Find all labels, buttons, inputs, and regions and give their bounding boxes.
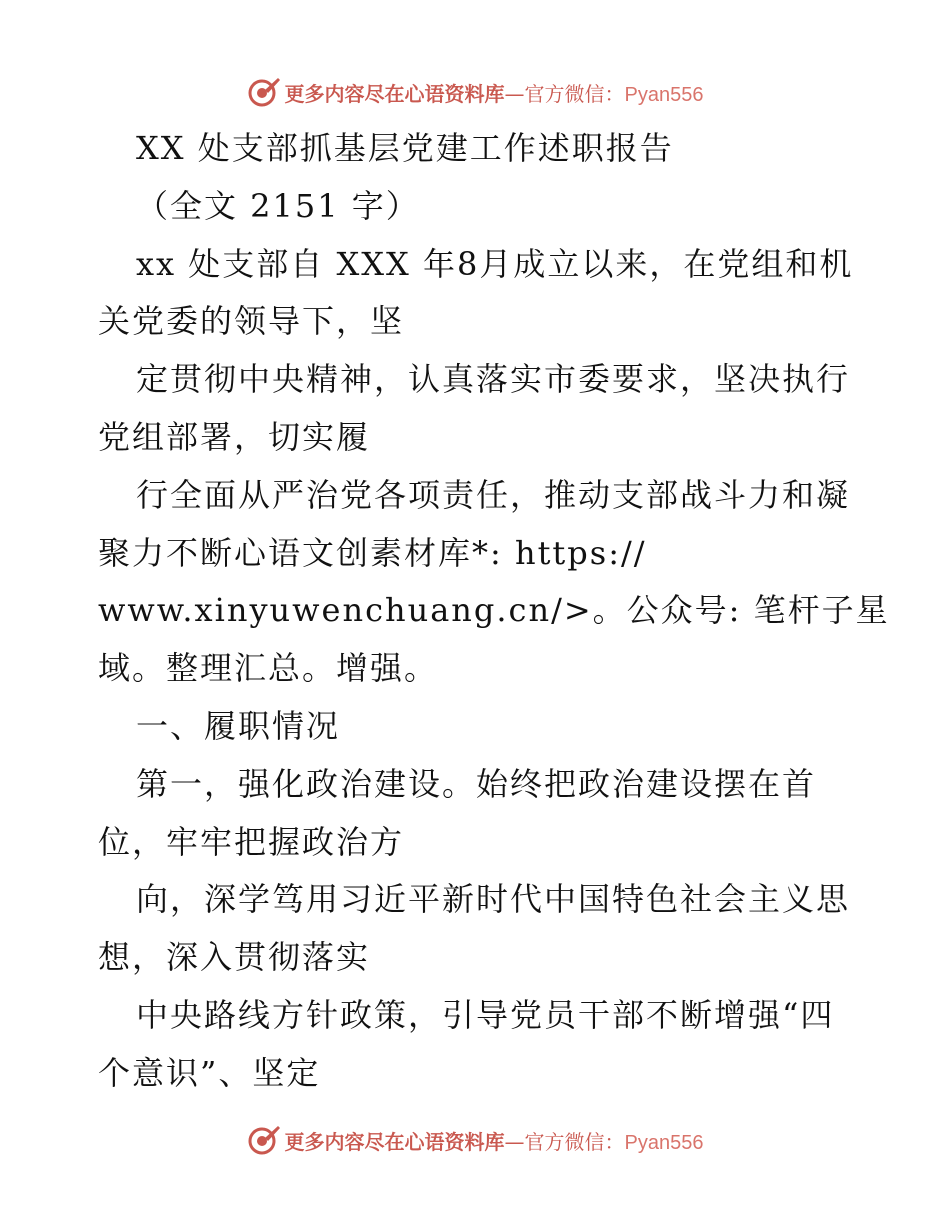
watermark-dash: — <box>504 81 525 106</box>
watermark-footer <box>0 1120 950 1160</box>
paragraph-line: 第一，强化政治建设。始终把政治建设摆在首 <box>136 764 817 803</box>
word-count-note: （全文 2151 字） <box>136 186 420 225</box>
watermark-wechat-id: Pyan556 <box>624 83 704 106</box>
watermark-brand: 更多内容尽在心语资料库 <box>284 81 505 106</box>
paragraph-line: 党组部署，切实履 <box>98 417 371 456</box>
watermark-text <box>285 78 704 107</box>
paragraph-line: 个意识”、坚定 <box>98 1053 321 1092</box>
watermark-wechat-id: Pyan556 <box>624 1131 704 1154</box>
paragraph-line: 位，牢牢把握政治方 <box>98 822 405 861</box>
paragraph-line: 中央路线方针政策，引导党员干部不断增强“四 <box>136 995 835 1034</box>
paragraph-line: xx 处支部自 XXX 年8月成立以来，在党组和机 <box>136 244 854 283</box>
pen-logo-icon <box>247 1123 281 1157</box>
document-body <box>98 120 890 1103</box>
section-heading: 一、履职情况 <box>136 706 341 745</box>
watermark-header <box>0 72 950 112</box>
paragraph-line: 聚力不断心语文创素材库*: https:// <box>98 533 647 572</box>
watermark-text <box>285 1126 704 1155</box>
paragraph-line: 域。整理汇总。增强。 <box>98 649 439 688</box>
paragraph-line: 关党委的领导下，坚 <box>98 302 405 341</box>
paragraph-line: 定贯彻中央精神，认真落实市委要求，坚决执行 <box>136 360 851 399</box>
paragraph-line: www.xinyuwenchuang.cn/>。公众号: 笔杆子星 <box>98 591 890 630</box>
watermark-official: 官方微信： <box>524 81 625 106</box>
paragraph-line: 行全面从严治党各项责任，推动支部战斗力和凝 <box>136 475 851 514</box>
paragraph-line: 想，深入贯彻落实 <box>98 938 371 977</box>
watermark-dash: — <box>504 1129 525 1154</box>
watermark-official: 官方微信： <box>524 1129 625 1154</box>
watermark-brand: 更多内容尽在心语资料库 <box>284 1129 505 1154</box>
document-title: XX 处支部抓基层党建工作述职报告 <box>136 129 674 167</box>
pen-logo-icon <box>247 75 281 109</box>
paragraph-line: 向，深学笃用习近平新时代中国特色社会主义思 <box>136 880 851 919</box>
